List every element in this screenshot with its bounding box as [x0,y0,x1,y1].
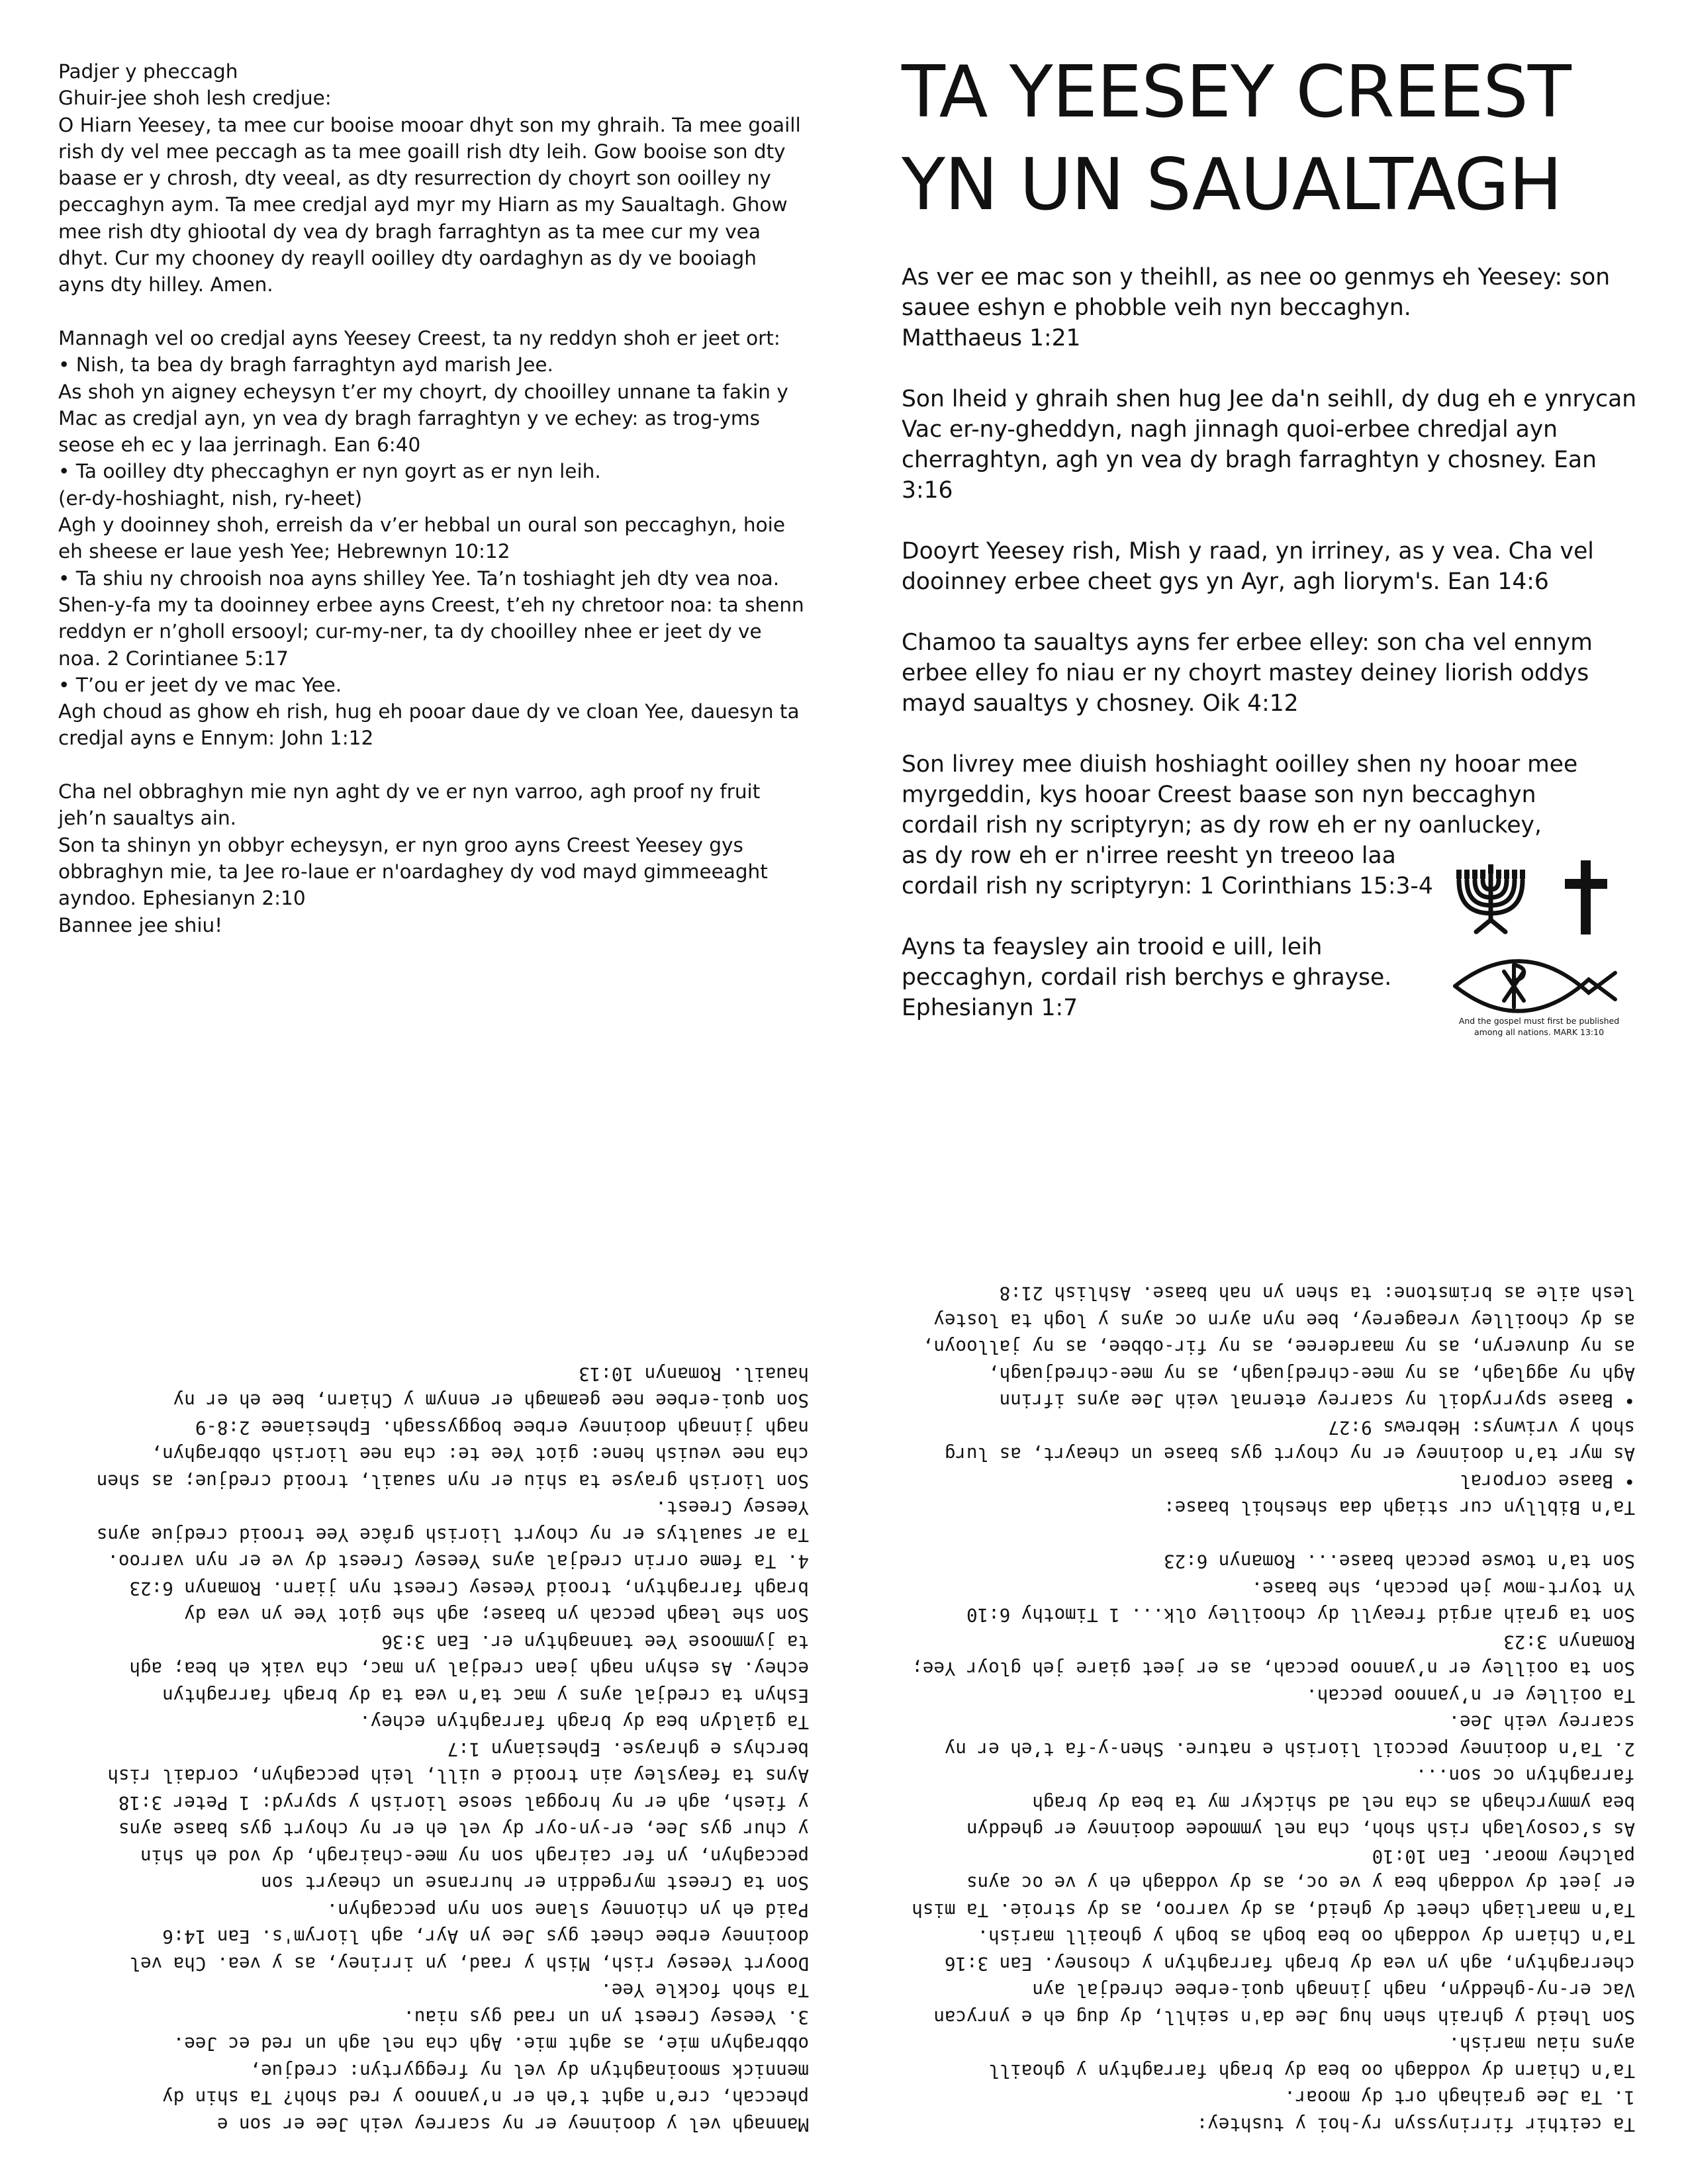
verse-ean-14-6: Dooyrt Yeesey rish, Mish y raad, yn irriney, as y vea. Cha vel dooinney erbee cheet gys yn Ayr, agh liorym's. Ean 14:6 [902,538,1601,595]
verse-ean-3-16: Son lheid y ghraih shen hug Jee da'n seihll, dy dug eh e ynrycan Vac er-ny-gheddyn, nagh jinnagh quoi-erbee chredjal ayn cherraghtyn, agh yn vea dy bragh farraghtyn y chosney. Ean 3:16 [902,386,1644,504]
verse-matthaeus-1-21: As ver ee mac son y theihll, as nee oo genmys eh Yeesey: son sauee eshyn e phobble veih nyn beccaghyn. Matthaeus 1:21 [902,264,1611,351]
inner-right-text: Ta ceithir firrinyssyn ry-hoi y tushtey: 1. Ta Jee graihagh ort dy mooar. Ta’n Chiarn dy voddagh oo bea dy bragh farraghtyn y ghoaill ayns niau marish. Son lheid y ghraih shen hug Jee da'n seihll, dy dug eh e ynrycan Vac er-ny-gheddyn, nagh jinnagh quoi-erbee chredjal ayn cherraghtyn, agh yn vea dy bragh farraghtyn y chosney. Ean 3:16 Ta’n Chiarn dy voddagh oo bea bogh as bogh y ghoaill marish. Ta’n maarliagh cheet dy gheid, as dy varroo, as dy stroie. Ta mish er jeet dy voddagh bea y ve oc, as dy voddagh eh y ve oc ayns palchey mooar. Ean 10:10 As s’cosoylagh rish shoh, cha nel ymmodee dooinney er gheddyn bea ymmyrchagh as cha nel ad shickyr my ta bea dy bragh farraghtyn oc son... 2. Ta’n dooinney peccoil liorish e nature. Shen-y-fa t’eh er ny scarrey veih Jee. Ta ooilley er n’yannoo peccah. Son ta ooilley er n’yannoo peccah, as er jeet giare jeh gloyr Yee; Romanyn 3:23 Son ta graih argid freayll dy chooilley olk... 1 Timothy 6:10 Yn toyrt-mow jeh peccah, she baase. Son ta’n towse peccah baase... Romanyn 6:23 Ta’n Bibllyn cur stiagh daa sheshoil baase: • Baase corporal As myr ta’n dooinney er ny choyrt gys baase un cheayrt, as lurg shoh y vriwnys: Hebrews 9:27 • Baase spyrrydoil ny scarrey eternal veih Jee ayns ifrinn Agh ny agglagh, as ny mee-chredjuagh, as ny mee-chredjuagh, as ny dunveryn, as ny maarderee, as ny fir-obbee, as ny jallooyn, as dy chooilley vreagerey, bee nyn ayrn oc ayns y logh ta lostey lesh aile as brimstone: ta shen yn nah baase. Ashlish 21:8 [912,1283,1635,2135]
prayer-text: Padjer y pheccagh Ghuir-jee shoh lesh credjue: O Hiarn Yeesey, ta mee cur booise mooar dhyt son my ghraih. Ta mee goaill rish dy vel mee peccagh as ta mee goaill rish dty leih. Gow booise son dty baase er y chrosh, dty veeal, as dty resurrection dy choyrt son ooilley ny peccaghyn aym. Ta mee credjal ayd myr my Hiarn as my Saualtagh. Ghow mee rish dty ghiootal dy vea dy bragh farraghtyn as ta mee cur my vea dhyt. Cur my chooney dy reayll ooilley dty oardaghyn as dy ve booiagh ayns dty hilley. Amen. Mannagh vel oo credjal ayns Yeesey Creest, ta ny reddyn shoh er jeet ort: • Nish, ta bea dy bragh farraghtyn ayd marish Jee. As shoh yn aigney echeysyn t’er my choyrt, dy chooilley unnane ta fakin y Mac as credjal ayn, yn vea dy bragh farraghtyn y ve echey: as trog-yms seose eh ec y laa jerrinagh. Ean 6:40 • Ta ooilley dty pheccaghyn er nyn goyrt as er nyn leih. (er-dy-hoshiaght, nish, ry-heet) Agh y dooinney shoh, erreish da v’er hebbal un oural son peccaghyn, hoie eh sheese er laue yesh Yee; Hebrewnyn 10:12 • Ta shiu ny chrooish noa ayns shilley Yee. Ta’n toshiaght jeh dty vea noa. Shen-y-fa my ta dooinney erbee ayns Creest, t’eh ny chretoor noa: ta shenn reddyn er n’gholl ersooyl; cur-my-ner, ta dy chooilley nhee er jeet dy ve noa. 2 Corintianee 5:17 • T’ou er jeet dy ve mac Yee. Agh choud as ghow eh rish, hug eh pooar daue dy ve cloan Yee, dauesyn ta credjal ayns e Ennym: John 1:12 Cha nel obbraghyn mie nyn aght dy ve er nyn varroo, agh proof ny fruit jeh’n saualtys ain. Son ta shinyn yn obbyr echeysyn, er nyn groo ayns Creest Yeesey gys obbraghyn mie, ta Jee ro-laue er n'oardaghey dy vod mayd gimmeeaght ayndoo. Ephesianyn 2:10 Bannee jee shiu! [58,60,804,936]
prayer-panel [58,58,806,1064]
cover-title: TA YEESEY CREEST YN UN SAUALTAGH [902,51,1571,226]
cross-icon [1565,860,1607,934]
verse-oik-4-12: Chamoo ta saualtys ayns fer erbee elley: son cha vel ennym erbee elley fo niau er ny choyrt mastey deiney liorish oddys mayd saualtys y chosney. Oik 4:12 [902,629,1600,717]
christian-symbols-logo [1450,854,1628,1032]
inner-left-panel [61,1152,809,2138]
verse-1-corinthians-15-3-4: Son livrey mee diuish hoshiaght ooilley shen ny hooar mee myrgeddin, kys hooar Creest baase son nyn beccaghyn cordail rish ny scriptyryn; as dy row eh er ny oanluckey, as dy row eh er n'irree reesht yn treeoo laa cordail rish ny scriptyryn: 1 Corinthians 15:3-4 [902,751,1578,899]
menorah-icon [1459,874,1523,932]
logo-caption: And the gospel must first be published among all nations. MARK 13:10 [1458,1016,1620,1037]
inner-right-panel [887,1152,1635,2138]
verse-ephesianyn-1-7: Ayns ta feaysley ain trooid e uill, leih peccaghyn, cordail rish berchys e ghrayse. Ephesianyn 1:7 [902,934,1392,1021]
ichthys-chi-rho-icon [1455,961,1615,1011]
inner-left-text: Mannagh vel y dooinney er ny scarrey veih Jee er son e pheccah, cre’n aght t’eh er n’yannoo y red shoh? Ta shin dy mennick smooinaghtyn dy vel ny freggyrtyn: credjue, obbraghyn mie, as aght mie. Agh cha nel agh un red ec Jee. 3. Yeesey Creest yn un raad gys niau. Ta shoh fockle Yee. Dooyrt Yeesey rish, Mish y raad, yn irriney, as y vea. Cha vel dooinney erbee cheet gys Jee yn Ayr, agh liorym's. Ean 14:6 Paid eh yn chionney slane son nyn peccaghyn. Son ta Creest myrgeddin er hurranse un cheayrt son peccaghyn, yn fer cairagh son ny mee-chairagh, dy vod eh shin y chur gys Jee, er-yn-oyr dy vel eh er ny choyrt gys baase ayns y fiesh, agh er ny hroggal seose liorish y spyryd: 1 Peter 3:18 Ayns ta feaysley ain trooid e uill, leih peccaghyn, cordail rish berchys e ghrayse. Ephesianyn 1:7 Ta gialdyn bea dy bragh farraghtyn echey. Eshyn ta credjal ayns y mac ta’n vea ta dy bragh farraghtyn echeу. As eshyn nagh jean credjal yn mac, cha vaik eh bea; agh ta jymmoose Yee tannaghtyn er. Ean 3:36 Son she leagh peccah yn baase; agh she giot Yee yn vea dy bragh farraghtyn, trooid Yeesey Creest nyn jiarn. Romanyn 6:23 4. Ta feme orrin credjal ayns Yeesey Creest dy ve er nyn varroo. Ta ar saualtys er ny choyrt liorish grâce Yee trooid credjue ayns Yeesey Creest. Son liorish grayse ta shiu er nyn sauail, trooid credjue; as shen cha nee veuish hene: giot Yee te: cha nee liorish obbraghyn, nagh jinnagh dooinney erbee boggyssagh. Ephesianee 2:8-9 Son quoi-erbee nee geamagh er ennym y Chiarn, bee eh er ny hauail. Romanyn 10:13 [96,1363,809,2135]
